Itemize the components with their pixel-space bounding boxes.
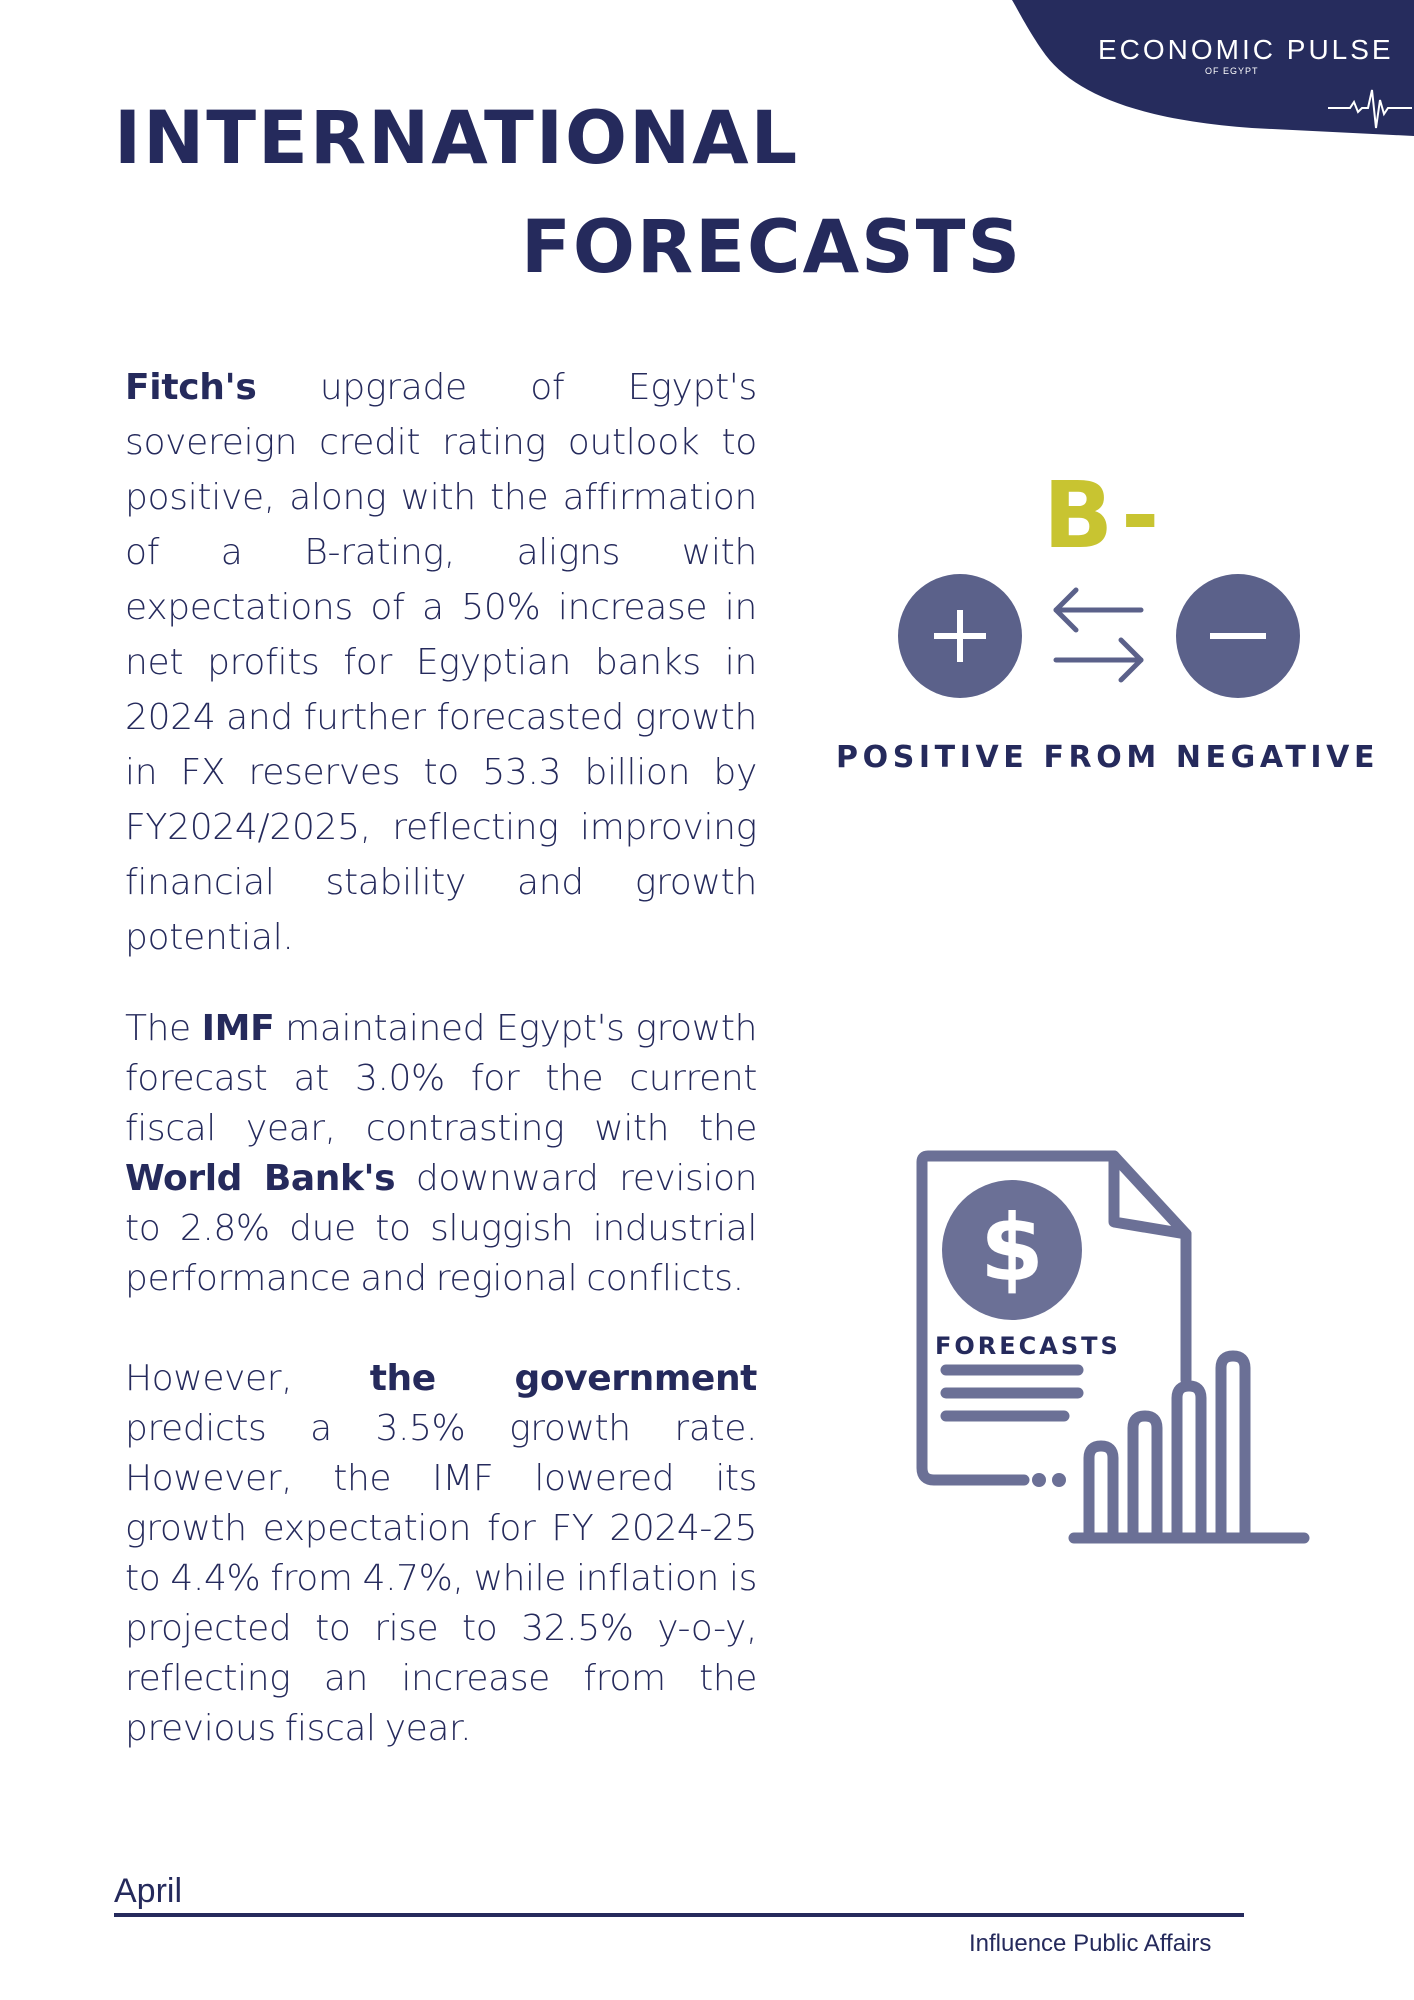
swap-arrows-icon xyxy=(1056,590,1141,680)
fitch-text: upgrade of Egypt's sovereign credit rating outlook to positive, along with the affirmation of a B-rating, aligns with expectations of a 50% increase in net profits for Egyptian banks in 2024 and further forecasted growth in FX reserves to 53.3 billion by FY2024/2025, reflecting improving financial stability and growth potential. xyxy=(125,367,757,958)
government-paragraph xyxy=(125,1354,757,1754)
plus-icon xyxy=(898,574,1022,698)
fitch-paragraph xyxy=(125,360,757,965)
fitch-bold: Fitch's xyxy=(125,367,257,408)
heartbeat-icon xyxy=(1324,84,1414,134)
government-bold: the government xyxy=(369,1358,757,1399)
footer-credit: Influence Public Affairs xyxy=(969,1930,1212,1957)
footer-month: April xyxy=(114,1872,183,1910)
forecast-label: FORECASTS xyxy=(935,1332,1121,1360)
rating-caption: POSITIVE FROM NEGATIVE xyxy=(836,740,1380,775)
page-title-line1: INTERNATIONAL xyxy=(114,96,800,181)
page-title-line2: FORECASTS xyxy=(521,205,1023,290)
brand-subtitle: OF EGYPT xyxy=(1205,66,1259,76)
footer-divider xyxy=(114,1913,1244,1917)
rating-value: B- xyxy=(1043,462,1168,569)
imf-pre: The xyxy=(125,1008,202,1049)
imf-post: downward revision to 2.8% due to sluggish industrial performance and regional conflicts. xyxy=(125,1158,757,1299)
dollar-coin-icon xyxy=(942,1180,1082,1320)
brand-title: ECONOMIC PULSE xyxy=(1098,34,1394,65)
imf-bold: IMF xyxy=(201,1008,275,1049)
gov-post: predicts a 3.5% growth rate. However, the IMF lowered its growth expectation for FY 2024-25 to 4.4% from 4.7%, while inflation is projected to rise to 32.5% y-o-y, reflecting an increase from the previous fiscal year. xyxy=(125,1408,757,1749)
outlook-swap-graphic xyxy=(896,572,1306,702)
gov-pre: However, xyxy=(125,1358,370,1399)
imf-mid: maintained Egypt's growth forecast at 3.0% for the current fiscal year, contrasting with the xyxy=(125,1008,757,1149)
world-bank-bold: World Bank's xyxy=(125,1158,396,1199)
svg-text:$: $ xyxy=(979,1195,1045,1302)
imf-paragraph xyxy=(125,1004,757,1304)
minus-icon xyxy=(1176,574,1300,698)
